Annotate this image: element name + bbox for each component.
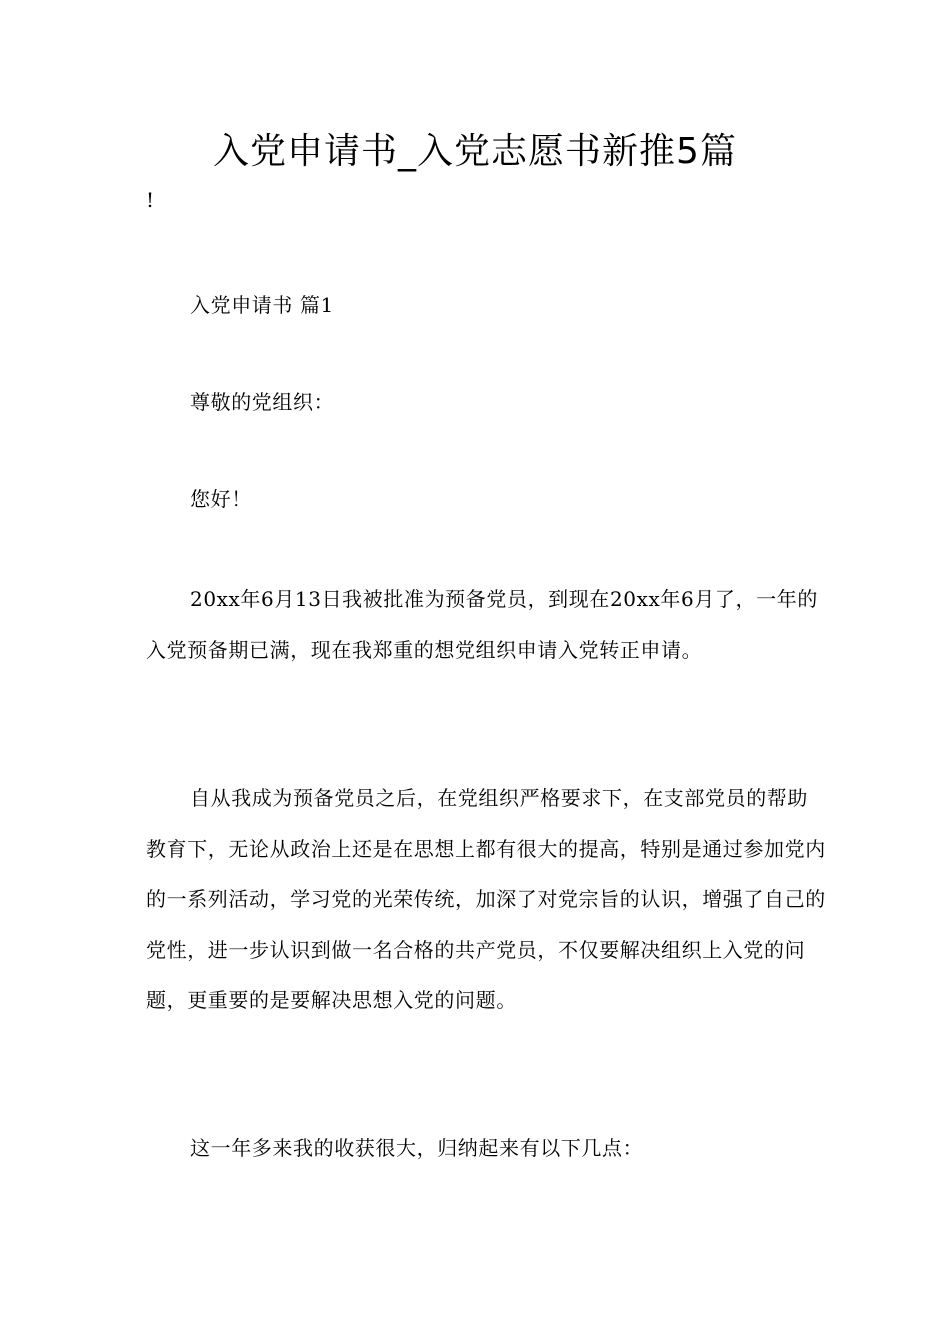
body-paragraph: 自从我成为预备党员之后，在党组织严格要求下，在支部党员的帮助教育下，无论从政治上还是在思想上都有很大的提高，特别是通过参加党内的一系列活动，学习党的光荣传统，加深了对党宗旨的认识，增强了自己的党性，进一步认识到做一名合格的共产党员，不仅要解决组织上入党的问题，更重要的是要解决思想入党的问题。	[146, 786, 826, 1012]
body-paragraph: 这一年多来我的收获很大，归纳起来有以下几点：	[190, 1136, 644, 1160]
body-paragraph: 20xx年6月13日我被批准为预备党员，到现在20xx年6月了，一年的入党预备期已满，现在我郑重的想党组织申请入党转正申请。	[146, 587, 818, 662]
greeting: 您好！	[190, 487, 252, 511]
section-heading: 入党申请书 篇1	[190, 293, 334, 317]
document-title: 入党申请书_入党志愿书新推5篇	[213, 131, 737, 172]
stray-mark: !	[146, 188, 155, 212]
salutation: 尊敬的党组织：	[190, 390, 335, 414]
